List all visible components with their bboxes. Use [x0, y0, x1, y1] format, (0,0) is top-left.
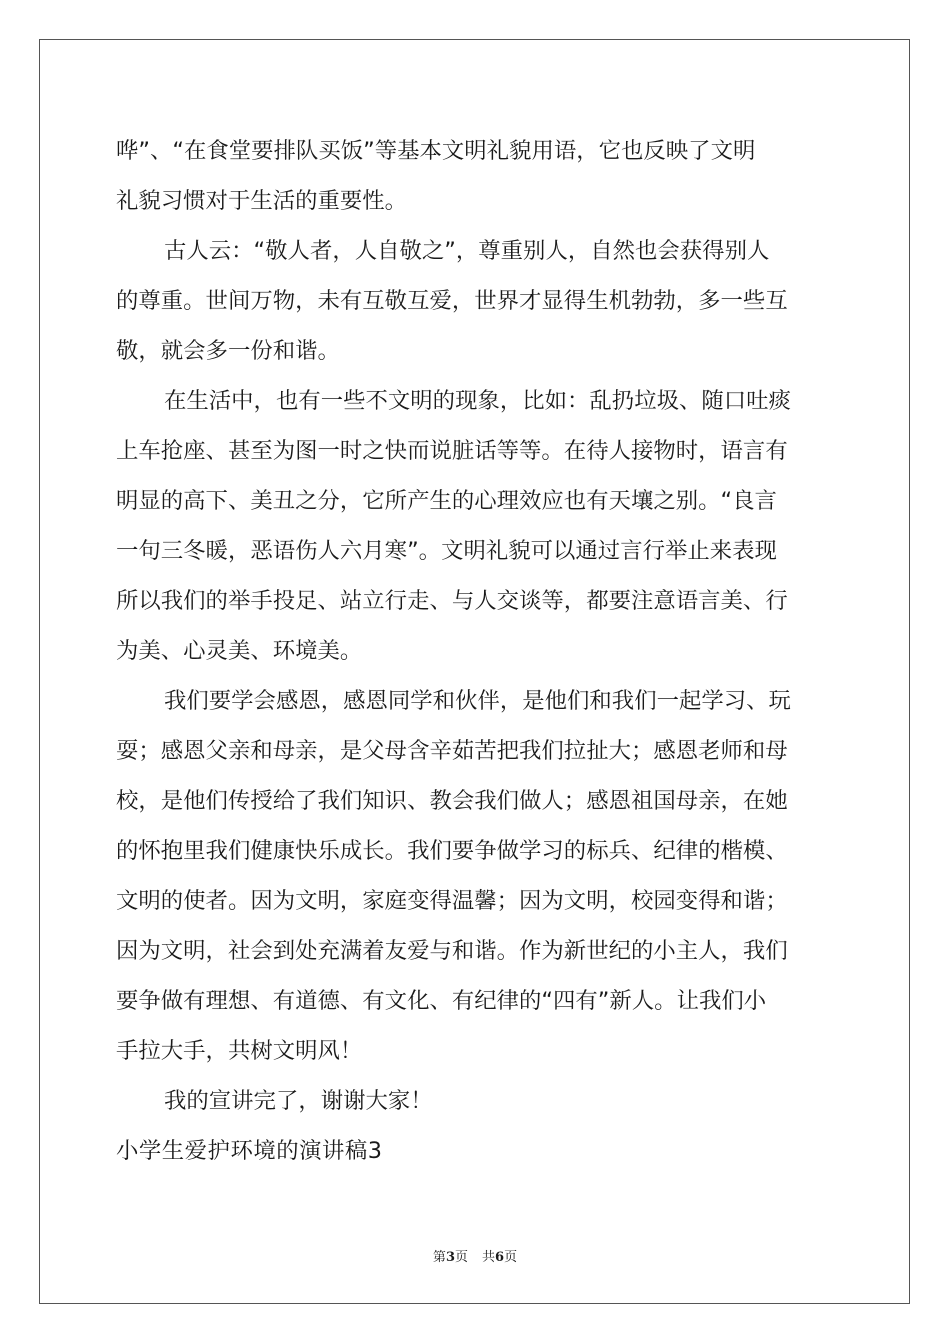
- text-line: 文明的使者。因为文明，家庭变得温馨；因为文明，校园变得和谐；: [116, 888, 788, 914]
- text-line: 要争做有理想、有道德、有文化、有纪律的“四有”新人。让我们小: [116, 988, 767, 1014]
- text-line: 手拉大手，共树文明风！: [116, 1038, 363, 1064]
- text-line: 哗”、“在食堂要排队买饭”等基本文明礼貌用语，它也反映了文明: [116, 138, 756, 164]
- text-line: 校，是他们传授给了我们知识、教会我们做人；感恩祖国母亲，在她: [116, 788, 788, 814]
- text-line: 的尊重。世间万物，未有互敬互爱，世界才显得生机勃勃，多一些互: [116, 288, 788, 314]
- paragraph-start: 我的宣讲完了，谢谢大家！: [164, 1088, 433, 1114]
- total-prefix: 共: [482, 1250, 496, 1265]
- paragraph-start: 在生活中，也有一些不文明的现象，比如：乱扔垃圾、随口吐痰: [164, 388, 791, 414]
- text-line: 所以我们的举手投足、站立行走、与人交谈等，都要注意语言美、行: [116, 588, 788, 614]
- text-line: 一句三冬暖，恶语伤人六月寒”。文明礼貌可以通过言行举止来表现: [116, 538, 777, 564]
- total-suffix: 页: [504, 1250, 518, 1265]
- total-pages: 6: [495, 1250, 505, 1265]
- page-number: 3: [445, 1250, 455, 1265]
- text-line: 为美、心灵美、环境美。: [116, 638, 363, 664]
- page-prefix: 第: [432, 1250, 446, 1265]
- page-footer: [0, 1246, 950, 1265]
- paragraph-start: 古人云：“敬人者，人自敬之”，尊重别人，自然也会获得别人: [164, 238, 770, 264]
- text-line: 敬，就会多一份和谐。: [116, 338, 340, 364]
- page-suffix: 页: [454, 1250, 468, 1265]
- text-line: 上车抢座、甚至为图一时之快而说脏话等等。在待人接物时，语言有: [116, 438, 788, 464]
- document-body: [116, 126, 832, 1176]
- section-heading: 小学生爱护环境的演讲稿3: [116, 1138, 383, 1164]
- text-line: 耍；感恩父亲和母亲，是父母含辛茹苦把我们拉扯大；感恩老师和母: [116, 738, 788, 764]
- text-line: 因为文明，社会到处充满着友爱与和谐。作为新世纪的小主人，我们: [116, 938, 788, 964]
- text-line: 明显的高下、美丑之分，它所产生的心理效应也有天壤之别。“良言: [116, 488, 777, 514]
- text-line: 礼貌习惯对于生活的重要性。: [116, 188, 408, 214]
- paragraph-start: 我们要学会感恩，感恩同学和伙伴，是他们和我们一起学习、玩: [164, 688, 791, 714]
- text-line: 的怀抱里我们健康快乐成长。我们要争做学习的标兵、纪律的楷模、: [116, 838, 788, 864]
